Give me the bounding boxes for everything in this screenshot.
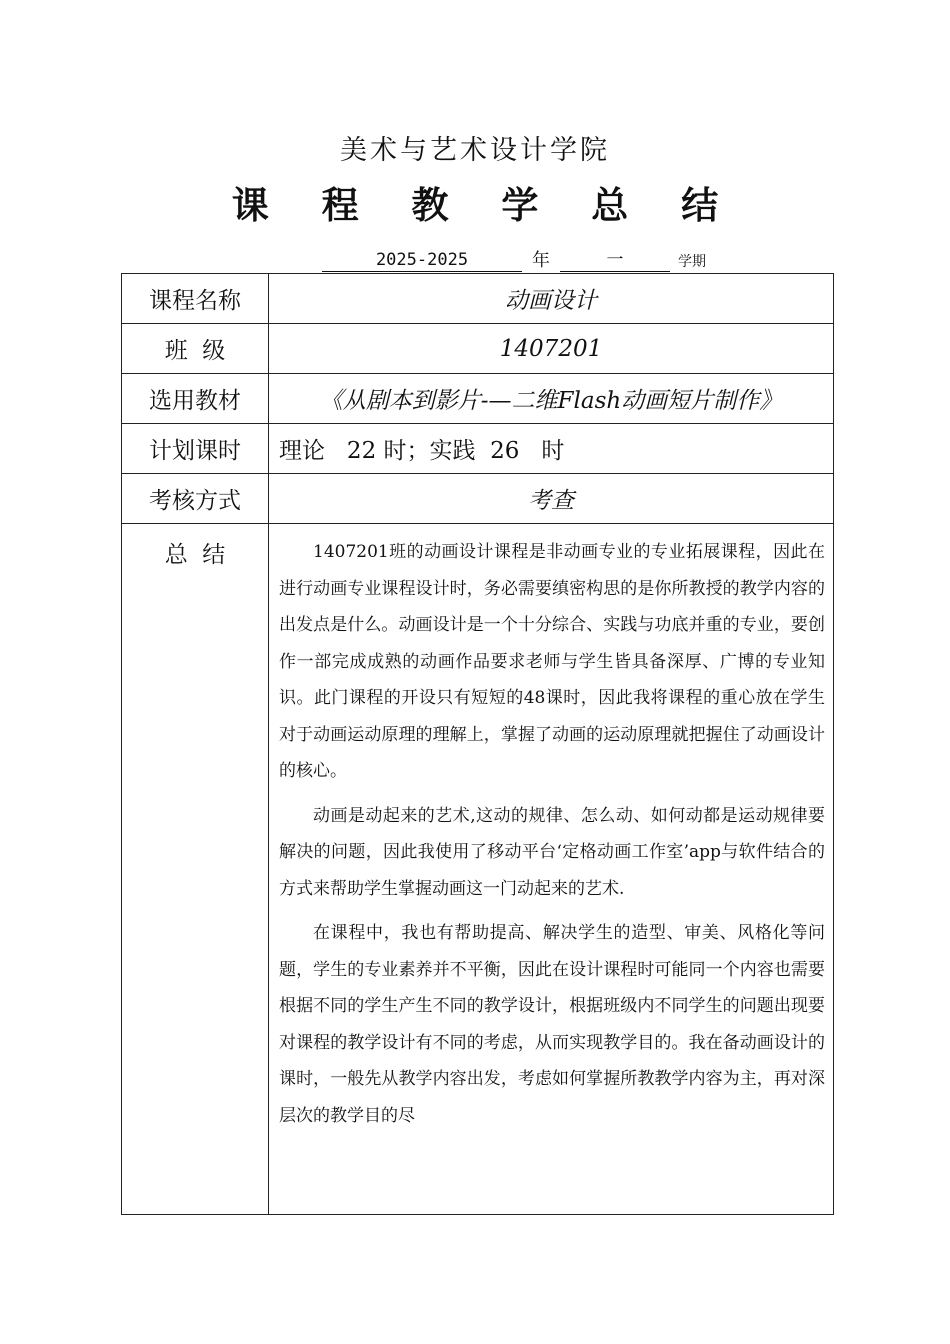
course-name-value: 动画设计 bbox=[269, 274, 834, 324]
assessment-label: 考核方式 bbox=[122, 474, 269, 524]
term-line bbox=[322, 246, 722, 272]
year-range: 2025-2025 bbox=[322, 249, 522, 272]
summary-label bbox=[122, 524, 269, 1215]
semester-label: 学期 bbox=[678, 254, 706, 270]
year-label: 年 bbox=[532, 250, 550, 271]
document-title: 课 程 教 学 总 结 bbox=[231, 183, 739, 227]
semester-value: 一 bbox=[560, 249, 670, 272]
course-summary-table bbox=[121, 273, 834, 1215]
summary-paragraph: 1407201班的动画设计课程是非动画专业的专业拓展课程，因此在进行动画专业课程设计时，务必需要缜密构思的是你所教授的教学内容的出发点是什么。动画设计是一个十分综合、实践与功底并重的专业，要创作一部完成成熟的动画作品要求老师与学生皆具备深厚、广博的专业知识。此门课程的开设只有短短的48课时，因此我将课程的重心放在学生对于动画运动原理的理解上，掌握了动画的运动原理就把握住了动画设计的核心。 bbox=[279, 542, 825, 781]
textbook-value: 《从剧本到影片-—二维Flash动画短片制作》 bbox=[269, 374, 834, 424]
hours-label: 计划课时 bbox=[122, 424, 269, 474]
course-name-label: 课程名称 bbox=[122, 274, 269, 324]
row-textbook bbox=[122, 374, 834, 424]
summary-label-text: 总 结 bbox=[164, 542, 226, 568]
hours-text: 理论 22 时；实践 26 时 bbox=[279, 438, 565, 464]
row-course-name bbox=[122, 274, 834, 324]
row-hours bbox=[122, 424, 834, 474]
class-value: 1407201 bbox=[269, 324, 834, 374]
row-assessment bbox=[122, 474, 834, 524]
hours-value bbox=[269, 424, 834, 474]
school-name: 美术与艺术设计学院 bbox=[340, 135, 610, 166]
row-class bbox=[122, 324, 834, 374]
class-label bbox=[122, 324, 269, 374]
class-label-text: 班 级 bbox=[164, 338, 226, 364]
assessment-value: 考查 bbox=[269, 474, 834, 524]
summary-paragraph: 动画是动起来的艺术,这动的规律、怎么动、如何动都是运动规律要解决的问题，因此我使用了移动平台‘定格动画工作室’app与软件结合的方式来帮助学生掌握动画这一门动起来的艺术. bbox=[279, 805, 825, 899]
summary-paragraph: 在课程中，我也有帮助提高、解决学生的造型、审美、风格化等问题，学生的专业素养并不平衡，因此在设计课程时可能同一个内容也需要根据不同的学生产生不同的教学设计，根据班级内不同学生的问题出现要对课程的教学设计有不同的考虑，从而实现教学目的。我在备动画设计的课时，一般先从教学内容出发，考虑如何掌握所教教学内容为主，再对深层次的教学目的尽 bbox=[279, 923, 825, 1126]
row-summary bbox=[122, 524, 834, 1215]
textbook-label: 选用教材 bbox=[122, 374, 269, 424]
summary-content bbox=[269, 524, 834, 1215]
